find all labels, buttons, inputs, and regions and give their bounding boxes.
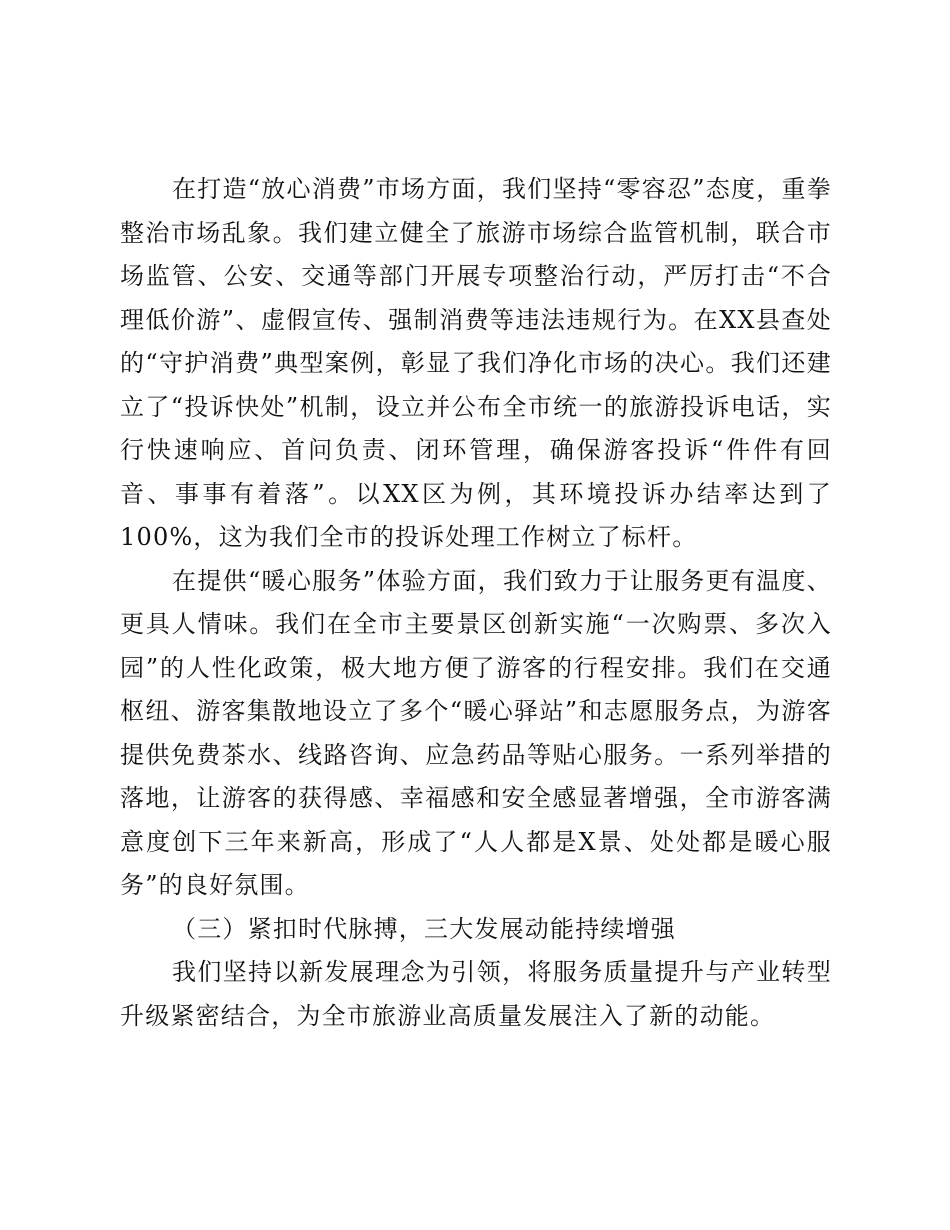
paragraph-closing: 我们坚持以新发展理念为引领，将服务质量提升与产业转型升级紧密结合，为全市旅游业高质量发展注入了新的动能。: [120, 958, 832, 1030]
document-body: [120, 168, 832, 1038]
paragraph-fangxin-xiaofei: 在打造“放心消费”市场方面，我们坚持“零容忍”态度，重拳整治市场乱象。我们建立健全了旅游市场综合监管机制，联合市场监管、公安、交通等部门开展专项整治行动，严厉打击“不合理低价游”、虚假宣传、强制消费等违法违规行为。在XX县查处的“守护消费”典型案例，彰显了我们净化市场的决心。我们还建立了“投诉快处”机制，设立并公布全市统一的旅游投诉电话，实行快速响应、首问负责、闭环管理，确保游客投诉“件件有回音、事事有着落”。以XX区为例，其环境投诉办结率达到了100%，这为我们全市的投诉处理工作树立了标杆。: [120, 175, 832, 551]
paragraph-nuanxin-fuwu: 在提供“暖心服务”体验方面，我们致力于让服务更有温度、更具人情味。我们在全市主要景区创新实施“一次购票、多次入园”的人性化政策，极大地方便了游客的行程安排。我们在交通枢纽、游客集散地设立了多个“暖心驿站”和志愿服务点，为游客提供免费茶水、线路咨询、应急药品等贴心服务。一系列举措的落地，让游客的获得感、幸福感和安全感显著增强，全市游客满意度创下三年来新高，形成了“人人都是X景、处处都是暖心服务”的良好氛围。: [120, 566, 832, 899]
section-heading: （三）紧扣时代脉搏，三大发展动能持续增强: [172, 914, 676, 943]
